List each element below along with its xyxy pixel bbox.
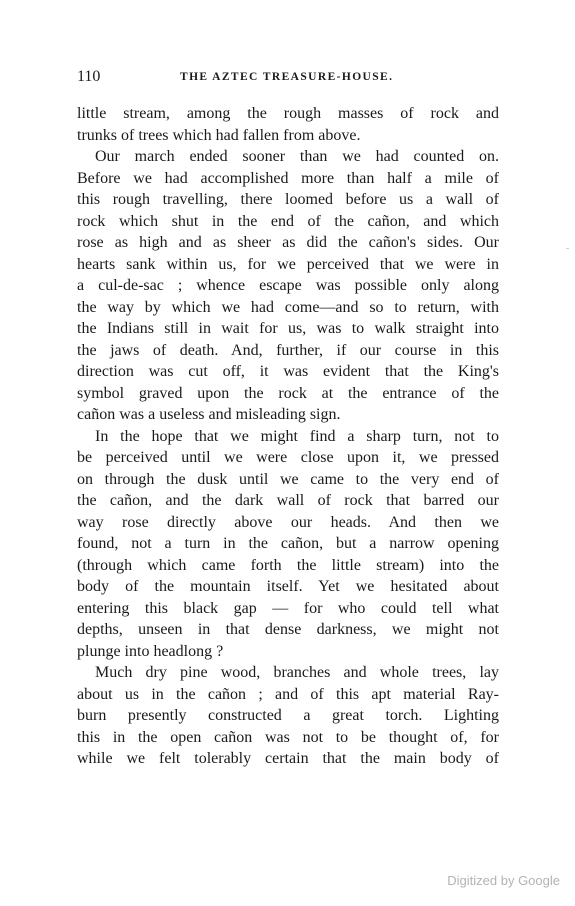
text-line: cañon was a useless and misleading sign. <box>77 406 341 423</box>
text-line: Our march ended sooner than we had counted on. <box>95 148 499 165</box>
text-line: plunge into headlong ? <box>77 642 224 660</box>
text-line: the way by which we had come—and so to return, with <box>77 298 499 316</box>
text-line: entering this black gap — for who could tell what <box>77 599 499 617</box>
text-line: hearts sank within us, for we perceived that we were in <box>77 255 499 273</box>
text-line: while we felt tolerably certain that the main body of <box>77 750 499 767</box>
text-line: Before we had accomplished more than half a mile of <box>77 169 499 187</box>
text-line: trunks of trees which had fallen from above. <box>77 126 361 144</box>
text-line: little stream, among the rough masses of rock and <box>77 105 499 122</box>
text-line: direction was cut off, it was evident that the King's <box>77 363 499 380</box>
text-line: about us in the cañon ; and of this apt material Ray- <box>77 685 499 703</box>
text-line: burn presently constructed a great torch. Lighting <box>77 707 499 724</box>
text-line: symbol graved upon the rock at the entrance of the <box>77 384 499 402</box>
text-line: body of the mountain itself. Yet we hesitated about <box>77 578 499 595</box>
text-line: depths, unseen in that dense darkness, we might not <box>77 621 499 638</box>
text-line: on through the dusk until we came to the very end of <box>77 470 499 488</box>
text-line: Much dry pine wood, branches and whole trees, lay <box>95 664 499 681</box>
text-line: found, not a turn in the cañon, but a narrow opening <box>77 535 499 552</box>
scan-edge-mark <box>566 248 569 249</box>
text-line: this rough travelling, there loomed before us a wall of <box>77 191 499 208</box>
digitization-watermark: Digitized by Google <box>447 873 560 888</box>
text-line: In the hope that we might find a sharp turn, not to <box>95 427 499 445</box>
page-number: 110 <box>77 68 101 85</box>
text-line: this in the open cañon was not to be thought of, for <box>77 728 499 746</box>
page-header <box>77 68 499 88</box>
text-line: rose as high and as sheer as did the cañon's sides. Our <box>77 234 499 251</box>
running-head: THE AZTEC TREASURE-HOUSE. <box>180 71 394 83</box>
text-line: the jaws of death. And, further, if our course in this <box>77 341 499 359</box>
text-line: (through which came forth the little stream) into the <box>77 556 499 574</box>
text-line: the Indians still in wait for us, was to walk straight into <box>77 320 499 337</box>
body-text <box>77 103 499 770</box>
text-line: way rose directly above our heads. And then we <box>77 513 499 531</box>
text-line: rock which shut in the end of the cañon, and which <box>77 212 499 230</box>
text-line: be perceived until we were close upon it, we pressed <box>77 449 499 466</box>
text-line: the cañon, and the dark wall of rock that barred our <box>77 492 499 509</box>
text-line: a cul-de-sac ; whence escape was possible only along <box>77 277 499 294</box>
